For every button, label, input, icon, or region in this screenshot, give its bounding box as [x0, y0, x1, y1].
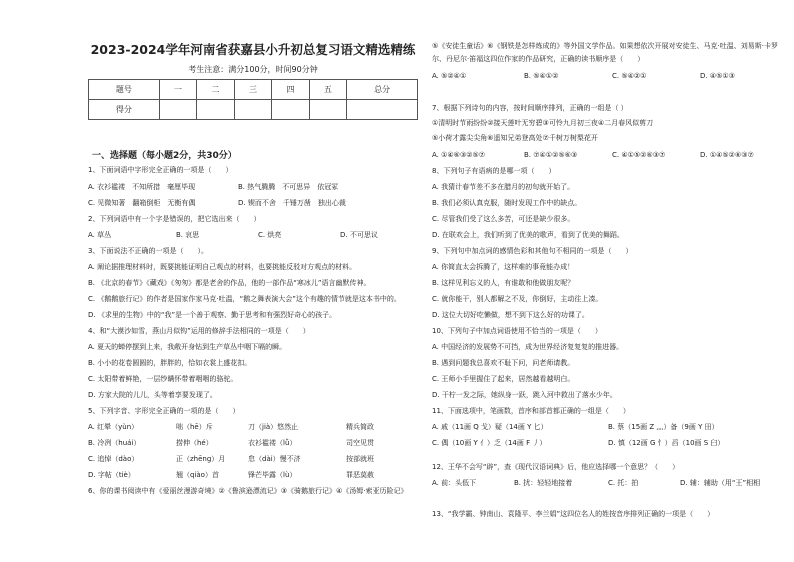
question-2: 2、下列词语中有一个字是错误的，把它选出来（ ） [88, 215, 261, 223]
q10-option-d: D. 干柠一发之际，她纵身一跃，跳入河中救出了落水少年。 [432, 391, 617, 399]
score-table-score-row [89, 100, 418, 120]
q8-option-d: D. 在联欢会上，我们听到了优美的歌声，看到了优美的舞蹈。 [432, 231, 624, 239]
q5-b-part: B. 冷冽（huái） [88, 439, 141, 447]
q5-d-part: 锋芒毕露（lù） [248, 471, 297, 479]
q4-option-a: A. 夏天的蝉停摆到上来，我敞开身钻到生产草丛中咽下嗝的瞬。 [88, 343, 287, 351]
score-cell [234, 100, 271, 120]
q1-option-b: B. 热气腾腾 不可思异 依冠冢 [238, 183, 339, 191]
q9-option-a: A. 你简直太会拆腾了，这样难的事竟能办成！ [432, 263, 575, 271]
q6-option-a: A. ⑤②④① [432, 72, 467, 80]
q12-option-c: C. 托：拍 [608, 479, 639, 487]
q5-b-part: 捞伸（hé） [176, 439, 213, 447]
q6-option-c: C. ⑤④②① [612, 72, 647, 80]
q8-option-a: A. 我猜计春节差不多在腊月的初旬就开始了。 [432, 183, 575, 191]
q3-option-b: B. 《北京的春节》《藏戏》《匆匆》都是老舍的作品，他的一部作品“寒冰儿”语言幽默传神。 [88, 279, 371, 287]
q7-option-b: B. ⑦④①②⑤⑥③ [524, 151, 578, 159]
q12-option-d: D. 辅：辅助（用“王”相相 [680, 479, 761, 487]
score-cell [272, 100, 309, 120]
exam-title: 2023-2024学年河南省获嘉县小升初总复习语文精选精练 [90, 42, 416, 57]
q8-option-c: C. 尽管我们受了这么多苦，可还是缺少很多。 [432, 215, 575, 223]
q6-option-b: B. ⑤④①② [524, 72, 559, 80]
q5-a-part: A. 红晕（yùn） [88, 423, 139, 431]
q7-option-d: D. ①④⑤②⑥③⑦ [700, 151, 754, 159]
score-table [88, 79, 418, 120]
q4-option-d: D. 方家大院的儿儿，头等着享要发现了。 [88, 391, 217, 399]
score-table-header-cell: 三 [234, 80, 271, 100]
q5-a-part: 咄（hē）斥 [176, 423, 213, 431]
q8-option-b: B. 我们必须认真克服，随时发现工作中的缺点。 [432, 199, 582, 207]
q7-option-a: A. ①④⑥③②⑤⑦ [432, 151, 486, 159]
score-cell [309, 100, 346, 120]
q4-option-c: C. 太阳带着鲜艳，一层纱瞒怀带着咽咽的骆驼。 [88, 375, 238, 383]
q2-option-d: D. 不可思议 [340, 231, 378, 239]
score-table-header-cell: 五 [309, 80, 346, 100]
q10-option-b: B. 遇到问题我总喜欢不耻下问，问老师请教。 [432, 359, 575, 367]
q11-option-c: C. 偶（10画 Y 亻）乏（14画 F 丿） [432, 439, 547, 447]
question-6: 6、你的课书阅读中有《爱丽丝漫游奇境》②《鲁滨逊漂流记》③《骑鹅旅行记》④《汤姆·索亚历险记》 [88, 487, 408, 495]
q5-a-part: 刀（jià）悠然止 [248, 423, 299, 431]
q1-option-a: A. 衣衫褴褛 不知所措 毫厘毕现 [88, 183, 196, 191]
q3-option-a: A. 阐论据推理材料时，既要挑能证明自己观点的材料，也要挑能反驳对方观点的材料。 [88, 263, 357, 271]
q5-a-part: 精兵简政 [346, 423, 374, 431]
q11-option-a: A. 戚（11画 Q 戈）疑（14画 Y 匕） [432, 423, 548, 431]
q9-option-b: B. 这样见利忘义的人，有谁敢和他做朋友呢？ [432, 279, 575, 287]
score-table-header-cell: 二 [197, 80, 234, 100]
score-cell [159, 100, 196, 120]
q5-c-part: C. 追悼（dào） [88, 455, 139, 463]
question-1: 1、下面词语中字形完全正确的一项是（ ） [88, 166, 233, 174]
q10-option-a: A. 中国经济的发展势不可挡，成为世界经济复复复的推进器。 [432, 343, 624, 351]
question-12: 12、王华不会写“辟”，查《现代汉语词典》后，他应选择哪一个意思？（ ） [432, 463, 680, 471]
q4-option-b: B. 小小的花卷圆圆的，胖胖的，恰如衣裳上盛花扣。 [88, 359, 252, 367]
question-7: 7、根据下列诗句的内容，按时间顺序排列，正确的一组是（ ） [432, 104, 628, 112]
score-table-header-cell: 总分 [347, 80, 418, 100]
question-8: 8、下列句子有语病的是哪一项（ ） [432, 167, 556, 175]
score-table-row-label: 得分 [89, 100, 160, 120]
q1-option-c: C. 见微知著 翻箱倒柜 无衡有偶 [88, 199, 196, 207]
question-13: 13、“我学霸、钟南山、袁隆平、李兰娟”这四位名人的姓按音序排列正确的一项是（ ） [432, 510, 715, 518]
score-table-header-row [89, 80, 418, 100]
question-5: 5、下列字音、字形完全正确的一项的是（ ） [88, 407, 240, 415]
score-cell [347, 100, 418, 120]
q2-option-a: A. 草丛 [88, 231, 112, 239]
question-11: 11、下面选项中，笔画数，首序和部首都正确的一组是（ ） [432, 407, 630, 415]
q5-b-part: 司空见贯 [346, 439, 374, 447]
q5-d-part: D. 字帖（tiè） [88, 471, 135, 479]
q11-option-d: D. 慎（12画 G 忄）舀（10画 S 臼） [608, 439, 725, 447]
q5-c-part: 怠（dài）慢不济 [248, 455, 301, 463]
q3-option-d: D. 《求里的生物》中的“我”是一个善于观察、勤于思考和有强烈好奇心的孩子。 [88, 311, 337, 319]
q12-option-a: A. 前：头低下 [432, 479, 477, 487]
q5-c-part: 正（zhēng）月 [176, 455, 226, 463]
question-3: 3、下面说法不正确的一项是（ ）。 [88, 247, 208, 255]
q2-option-b: B. 哀思 [176, 231, 200, 239]
question-10: 10、下列句子中加点词语使用不恰当的一项是（ ） [432, 327, 602, 335]
score-table-header-cell: 一 [159, 80, 196, 100]
q1-option-d: D. 锲而不舍 千锤万凿 独出心裁 [238, 199, 346, 207]
q9-option-c: C. 就你能干，别人都解之不及，你倒好，主动往上凑。 [432, 295, 603, 303]
question-9: 9、下列句中加点词的感情色彩和其他句不相同的一项是（ ） [432, 247, 633, 255]
q5-d-part: 翘（qiào）首 [176, 471, 219, 479]
q5-c-part: 按部就班 [346, 455, 374, 463]
q7-line-1: ①清明时节雨纷纷②接天莲叶无穷碧③可怜九月初三夜④二月春风似剪刀 [432, 119, 654, 127]
q7-line-2: ⑤小荷才露尖尖角⑥遥知兄弟登高处⑦千树万树梨花开 [432, 134, 598, 142]
q5-b-part: 衣衫褴褛（lǚ） [248, 439, 297, 447]
question-4: 4、和“大漠沙如雪，燕山月似钩”运用的修辞手法相同的一项是（ ） [88, 327, 310, 335]
q12-option-b: B. 扰：轻轻地接着 [514, 479, 573, 487]
q6-continued: ⑤《安徒生童话》⑥《钢铁是怎样炼成的》等外国文学作品。如果想依次开展对安徒生、马克·吐温、刘易斯·卡罗尔、丹尼尔·笛福这四位作家的作品研究，正确的读书顺序是（ ） [432, 42, 778, 63]
q10-option-c: C. 王师小手里握住了起来，居然越看越明白。 [432, 375, 575, 383]
section-heading: 一、选择题（每小题2分，共30分） [92, 151, 237, 161]
q7-option-c: C. ④①⑤②⑥③⑦ [612, 151, 666, 159]
q2-option-c: C. 烘亮 [258, 231, 282, 239]
q3-option-c: C. 《鹅鹅旅行记》的作者是国家作家马克·吐温，“鹅之舞表演大会”这个有趣的情节就是这本书中的。 [88, 295, 401, 303]
score-cell [197, 100, 234, 120]
q6-option-d: D. ④⑤①③ [700, 72, 735, 80]
q11-option-b: B. 蔡（15画 Z 灬）备（9画 Y 田） [608, 423, 719, 431]
score-table-header-cell: 题号 [89, 80, 160, 100]
exam-notice: 考生注意：满分100分，时间90分钟 [188, 65, 318, 74]
q9-option-d: D. 这位大切好吃懒做，想不到下这么好的功课了。 [432, 311, 589, 319]
score-table-header-cell: 四 [272, 80, 309, 100]
q5-d-part: 罪恶莫赦 [346, 471, 374, 479]
